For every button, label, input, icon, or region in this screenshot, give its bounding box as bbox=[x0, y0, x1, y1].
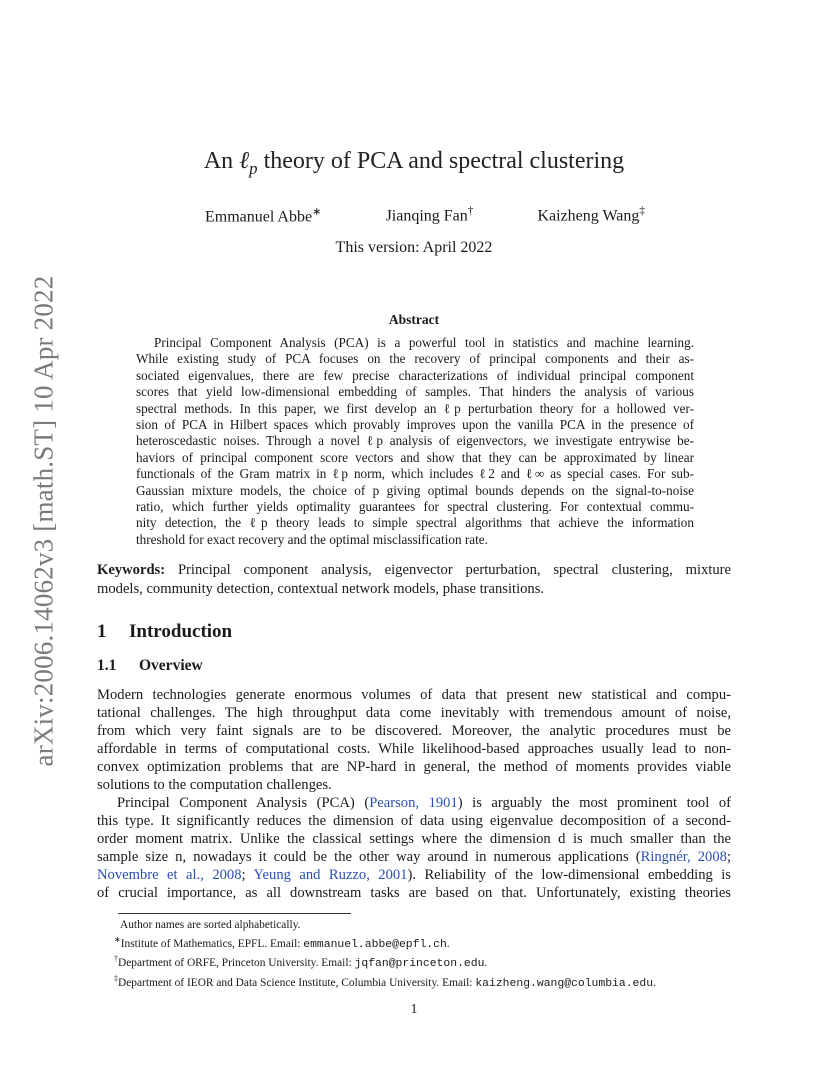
body-line: from which very faint signals are to be discovered. Moreover, the analytic procedures must be bbox=[97, 723, 731, 739]
footnotes bbox=[114, 918, 656, 992]
body-line: affordable in terms of computational costs. While likelihood-based approaches usually lead to non- bbox=[97, 741, 731, 757]
keywords-line: models, community detection, contextual network models, phase transitions. bbox=[97, 580, 545, 597]
citation-novembre[interactable]: Novembre et al., 2008 bbox=[97, 867, 242, 883]
footnote-fan: †Department of ORFE, Princeton University. Email: jqfan@princeton.edu. bbox=[114, 954, 488, 971]
paper-title: An ℓ$_p$ theory of PCA and spectral clustering bbox=[203, 148, 625, 178]
abstract-heading: Abstract bbox=[388, 312, 440, 327]
email-abbe[interactable]: emmanuel.abbe@epfl.ch bbox=[303, 938, 447, 951]
keywords-block bbox=[97, 561, 731, 598]
body-line: of crucial importance, as all downstream tasks are based on that. Unfortunately, existing theories bbox=[97, 885, 731, 901]
body-line: Novembre et al., 2008; Yeung and Ruzzo, 2001). Reliability of the low-dimensional embedding is bbox=[97, 867, 731, 883]
body-line: tational challenges. The high throughput data come inevitably with tremendous amount of noise, bbox=[97, 705, 731, 721]
footnote-rule bbox=[118, 913, 351, 914]
abstract-line: threshold for exact recovery and the optimal misclassification rate. bbox=[136, 531, 488, 547]
body-line: order moment matrix. Unlike the classical settings where the dimension d is much smaller than the bbox=[97, 831, 731, 847]
abstract-line: scores that yield low-dimensional embedding of samples. That hinders the analysis of various bbox=[136, 384, 694, 400]
abstract-line: spectral methods. In this paper, we first develop an ℓp perturbation theory for a hollowed ver- bbox=[136, 400, 694, 416]
page-number: 1 bbox=[410, 1002, 418, 1017]
abstract-line: ratio, which further yields optimality guarantees for spectral clustering. For contextual commu- bbox=[136, 498, 694, 514]
abstract-line: heteroscedastic noises. Through a novel ℓp analysis of eigenvectors, we investigate entrywise be- bbox=[136, 433, 694, 449]
body-line: solutions to the computation challenges. bbox=[97, 777, 332, 793]
citation-ringner[interactable]: Ringnér, 2008 bbox=[640, 849, 727, 865]
abstract-line: Principal Component Analysis (PCA) is a powerful tool in statistics and machine learning. bbox=[154, 335, 694, 350]
body-line: sample size n, nowadays it could be the other way around in numerous applications (Ringnér, 2008; bbox=[97, 849, 731, 865]
abstract-line: sion of PCA in Hilbert spaces which provably improves upon the vanilla PCA in the presence of bbox=[136, 416, 694, 432]
citation-pearson[interactable]: Pearson, 1901 bbox=[369, 795, 458, 811]
footnote-abbe: ∗Institute of Mathematics, EPFL. Email: emmanuel.abbe@epfl.ch. bbox=[114, 934, 450, 951]
abstract-line: sociated eigenvalues, there are few precise characterizations of individual principal component bbox=[136, 367, 694, 383]
version-line: This version: April 2022 bbox=[335, 239, 493, 256]
author-abbe: Emmanuel Abbe∗ bbox=[205, 206, 322, 226]
footnote-author-order: Author names are sorted alphabetically. bbox=[120, 919, 301, 931]
keywords-line: Keywords: Principal component analysis, eigenvector perturbation, spectral clustering, mixture bbox=[97, 562, 731, 578]
author-wang: Kaizheng Wang‡ bbox=[537, 205, 645, 225]
subsection-heading-overview: 1.1 Overview bbox=[97, 657, 203, 674]
body-line: Principal Component Analysis (PCA) (Pearson, 1901) is arguably the most prominent tool of bbox=[117, 795, 731, 811]
author-list bbox=[205, 205, 645, 226]
body-text bbox=[97, 686, 731, 902]
body-line: this type. It significantly reduces the dimension of data using eigenvalue decomposition of a second- bbox=[97, 813, 731, 829]
abstract-line: haviors of principal component score vectors and show that they can be approximated by linear bbox=[136, 449, 694, 465]
abstract-line: While existing study of PCA focuses on the recovery of principal components and their as- bbox=[136, 351, 694, 367]
footnote-wang: ‡Department of IEOR and Data Science Institute, Columbia University. Email: kaizheng.wang@columbia.edu. bbox=[114, 973, 656, 990]
email-wang[interactable]: kaizheng.wang@columbia.edu bbox=[475, 977, 654, 990]
keywords-label: Keywords: bbox=[97, 562, 166, 578]
body-line: Modern technologies generate enormous volumes of data that present new statistical and compu- bbox=[97, 687, 731, 703]
body-line: convex optimization problems that are NP-hard in general, the method of moments provides viable bbox=[97, 759, 731, 775]
abstract-body bbox=[136, 335, 694, 548]
abstract-line: nity detection, the ℓp theory leads to simple spectral algorithms that achieve the information bbox=[136, 515, 694, 531]
section-heading-introduction: 1 Introduction bbox=[97, 621, 233, 642]
citation-yeung[interactable]: Yeung and Ruzzo, 2001 bbox=[253, 867, 408, 883]
author-fan: Jianqing Fan† bbox=[385, 205, 474, 225]
abstract-line: functionals of the Gram matrix in ℓp norm, which includes ℓ2 and ℓ∞ as special cases. For sub- bbox=[136, 466, 694, 482]
email-fan[interactable]: jqfan@princeton.edu bbox=[354, 958, 485, 971]
abstract-line: Gaussian mixture models, the choice of p giving optimal bounds depends on the signal-to-noise bbox=[136, 482, 694, 498]
arxiv-side-stamp: arXiv:2006.14062v3 [math.ST] 10 Apr 2022 bbox=[28, 275, 59, 767]
